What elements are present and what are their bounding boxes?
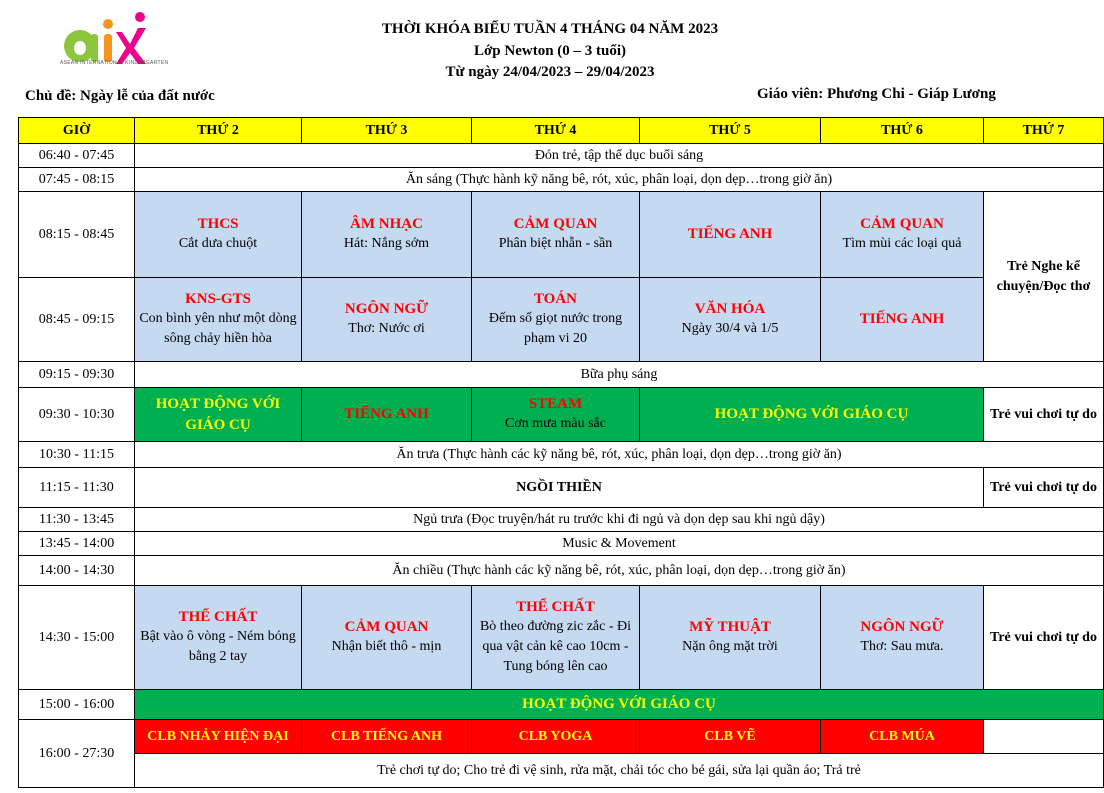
activity-label: HOẠT ĐỘNG VỚI GIÁO CỤ	[155, 395, 281, 433]
time-cell: 14:30 - 15:00	[19, 586, 135, 690]
club-cell	[135, 720, 302, 754]
lesson-description: Con bình yên như một dòng sông chảy hiền hòa	[139, 311, 297, 346]
subject-label: TIẾNG ANH	[859, 311, 945, 327]
time-cell: 16:00 - 27:30	[19, 720, 135, 788]
time-cell: 10:30 - 11:15	[19, 442, 135, 468]
table-row	[19, 720, 1104, 754]
time-cell: 13:45 - 14:00	[19, 532, 135, 556]
time-cell: 07:45 - 08:15	[19, 168, 135, 192]
subject-label: TIẾNG ANH	[687, 226, 773, 242]
lesson-description: Bò theo đường zic zắc - Đi qua vật cản kê cao 10cm - Tung bóng lên cao	[479, 619, 632, 674]
club-cell	[821, 720, 984, 754]
table-row	[19, 192, 1104, 278]
table-row	[19, 690, 1104, 720]
lesson-cell	[821, 586, 984, 690]
lesson-description: Thơ: Sau mưa.	[860, 639, 944, 654]
column-header-thu: THỨ 5	[640, 118, 821, 144]
lesson-cell	[302, 192, 472, 278]
lesson-cell	[302, 388, 472, 442]
column-header-fri: THỨ 6	[821, 118, 984, 144]
teacher: Giáo viên: Phương Chi - Giáp Lương	[757, 86, 996, 102]
all-week-activity: Music & Movement	[135, 532, 1104, 556]
all-week-activity: Ăn trưa (Thực hành các kỹ năng bê, rót, xúc, phân loại, dọn dẹp…trong giờ ăn)	[135, 442, 1104, 468]
lesson-description: Đếm số giọt nước trong phạm vi 20	[488, 311, 623, 346]
time-cell: 08:45 - 09:15	[19, 278, 135, 362]
time-cell: 14:00 - 14:30	[19, 556, 135, 586]
table-row	[19, 388, 1104, 442]
subject-label: THỂ CHẤT	[516, 599, 595, 615]
subject-label: CẢM QUAN	[513, 216, 598, 232]
saturday-activity: Trẻ vui chơi tự do	[984, 468, 1104, 508]
empty-cell	[984, 720, 1104, 754]
lesson-description: Nhận biết thô - mịn	[331, 639, 442, 654]
subject-label: CẢM QUAN	[860, 216, 944, 232]
class-name: Lớp Newton (0 – 3 tuổi)	[473, 43, 627, 59]
column-header-sat: THỨ 7	[984, 118, 1104, 144]
logo-subtitle: ASEAN INTERNATIONAL KINDERGARTEN	[60, 60, 169, 66]
lesson-description: Cơn mưa màu sắc	[505, 416, 606, 431]
saturday-activity: Trẻ vui chơi tự do	[984, 586, 1104, 690]
column-header-tue: THỨ 3	[302, 118, 472, 144]
activity-cell	[135, 690, 1104, 720]
club-cell	[640, 720, 821, 754]
table-row	[19, 508, 1104, 532]
club-cell	[472, 720, 640, 754]
lesson-cell	[821, 278, 984, 362]
time-cell: 08:15 - 08:45	[19, 192, 135, 278]
table-row	[19, 442, 1104, 468]
lesson-description: Hát: Nắng sớm	[343, 236, 430, 251]
date-range: Từ ngày 24/04/2023 – 29/04/2023	[445, 64, 655, 80]
lesson-cell	[472, 388, 640, 442]
header-row	[19, 118, 1104, 144]
table-row	[19, 468, 1104, 508]
table-row	[19, 278, 1104, 362]
lesson-cell	[821, 192, 984, 278]
lesson-cell	[472, 586, 640, 690]
saturday-activity: Trẻ Nghe kể chuyện/Đọc thơ	[984, 192, 1104, 362]
lesson-cell	[640, 586, 821, 690]
subject-label: TOÁN	[533, 291, 578, 307]
all-week-activity: Ngủ trưa (Đọc truyện/hát ru trước khi đi ngủ và dọn dẹp sau khi ngủ dậy)	[135, 508, 1104, 532]
subject-label: VĂN HÓA	[694, 301, 766, 317]
table-row	[19, 556, 1104, 586]
column-header-wed: THỨ 4	[472, 118, 640, 144]
activity-cell	[135, 388, 302, 442]
time-cell: 15:00 - 16:00	[19, 690, 135, 720]
all-week-activity: Ăn sáng (Thực hành kỹ năng bê, rót, xúc, phân loại, dọn dẹp…trong giờ ăn)	[135, 168, 1104, 192]
subject-label: STEAM	[528, 396, 583, 412]
subject-label: THỂ CHẤT	[178, 609, 258, 625]
all-week-activity: Bữa phụ sáng	[135, 362, 1104, 388]
club-cell	[302, 720, 472, 754]
lesson-cell	[135, 586, 302, 690]
time-cell: 11:15 - 11:30	[19, 468, 135, 508]
weekday-activity: NGỒI THIỀN	[135, 468, 984, 508]
lesson-cell	[472, 278, 640, 362]
schedule-title: THỜI KHÓA BIỂU TUẦN 4 THÁNG 04 NĂM 2023	[381, 21, 719, 37]
table-row	[19, 144, 1104, 168]
topic: Chủ đề: Ngày lễ của đất nước	[25, 88, 215, 104]
lesson-description: Thơ: Nước ơi	[348, 321, 425, 336]
lesson-cell	[472, 192, 640, 278]
column-header-time: GIỜ	[19, 118, 135, 144]
all-week-activity: Đón trẻ, tập thể dục buổi sáng	[135, 144, 1104, 168]
subject-label: NGÔN NGỮ	[344, 301, 429, 317]
table-row	[19, 754, 1104, 788]
activity-label: HOẠT ĐỘNG VỚI GIÁO CỤ	[522, 696, 716, 712]
lesson-description: Bật vào ô vòng - Ném bóng bằng 2 tay	[140, 629, 296, 664]
subject-label: THCS	[197, 216, 239, 232]
time-cell: 09:30 - 10:30	[19, 388, 135, 442]
subject-label: NGÔN NGỮ	[860, 619, 944, 635]
activity-label: HOẠT ĐỘNG VỚI GIÁO CỤ	[714, 406, 909, 422]
table-row	[19, 532, 1104, 556]
lesson-cell	[302, 278, 472, 362]
club-label: CLB MÚA	[869, 728, 935, 744]
club-label: CLB TIẾNG ANH	[331, 728, 442, 744]
lesson-description: Nặn ông mặt trời	[682, 639, 778, 654]
lesson-cell	[302, 586, 472, 690]
lesson-description: Phân biệt nhẵn - sần	[498, 236, 613, 251]
lesson-description: Ngày 30/4 và 1/5	[681, 321, 779, 336]
subject-label: CẢM QUAN	[344, 619, 429, 635]
timetable	[18, 117, 1104, 788]
lesson-description: Tìm mùi các loại quả	[842, 236, 962, 251]
time-cell: 09:15 - 09:30	[19, 362, 135, 388]
subject-label: ÂM NHẠC	[350, 216, 423, 232]
club-label: CLB NHẢY HIỆN ĐẠI	[147, 728, 289, 744]
lesson-cell	[640, 192, 821, 278]
subject-label: KNS-GTS	[185, 291, 251, 307]
club-label: CLB VẼ	[704, 728, 756, 744]
time-cell: 11:30 - 13:45	[19, 508, 135, 532]
subject-label: TIẾNG ANH	[344, 406, 429, 422]
table-row	[19, 168, 1104, 192]
column-header-mon: THỨ 2	[135, 118, 302, 144]
saturday-activity: Trẻ vui chơi tự do	[984, 388, 1104, 442]
all-week-activity: Trẻ chơi tự do; Cho trẻ đi vệ sinh, rửa mặt, chải tóc cho bé gái, sửa lại quần áo; Trả trẻ	[135, 754, 1104, 788]
lesson-cell	[135, 278, 302, 362]
table-row	[19, 586, 1104, 690]
table-row	[19, 362, 1104, 388]
activity-cell	[640, 388, 984, 442]
lesson-description: Cắt dưa chuột	[178, 236, 258, 251]
subject-label: MỸ THUẬT	[689, 619, 771, 635]
time-cell: 06:40 - 07:45	[19, 144, 135, 168]
lesson-cell	[135, 192, 302, 278]
all-week-activity: Ăn chiều (Thực hành các kỹ năng bê, rót, xúc, phân loại, dọn dẹp…trong giờ ăn)	[135, 556, 1104, 586]
club-label: CLB YOGA	[518, 728, 593, 744]
lesson-cell	[640, 278, 821, 362]
